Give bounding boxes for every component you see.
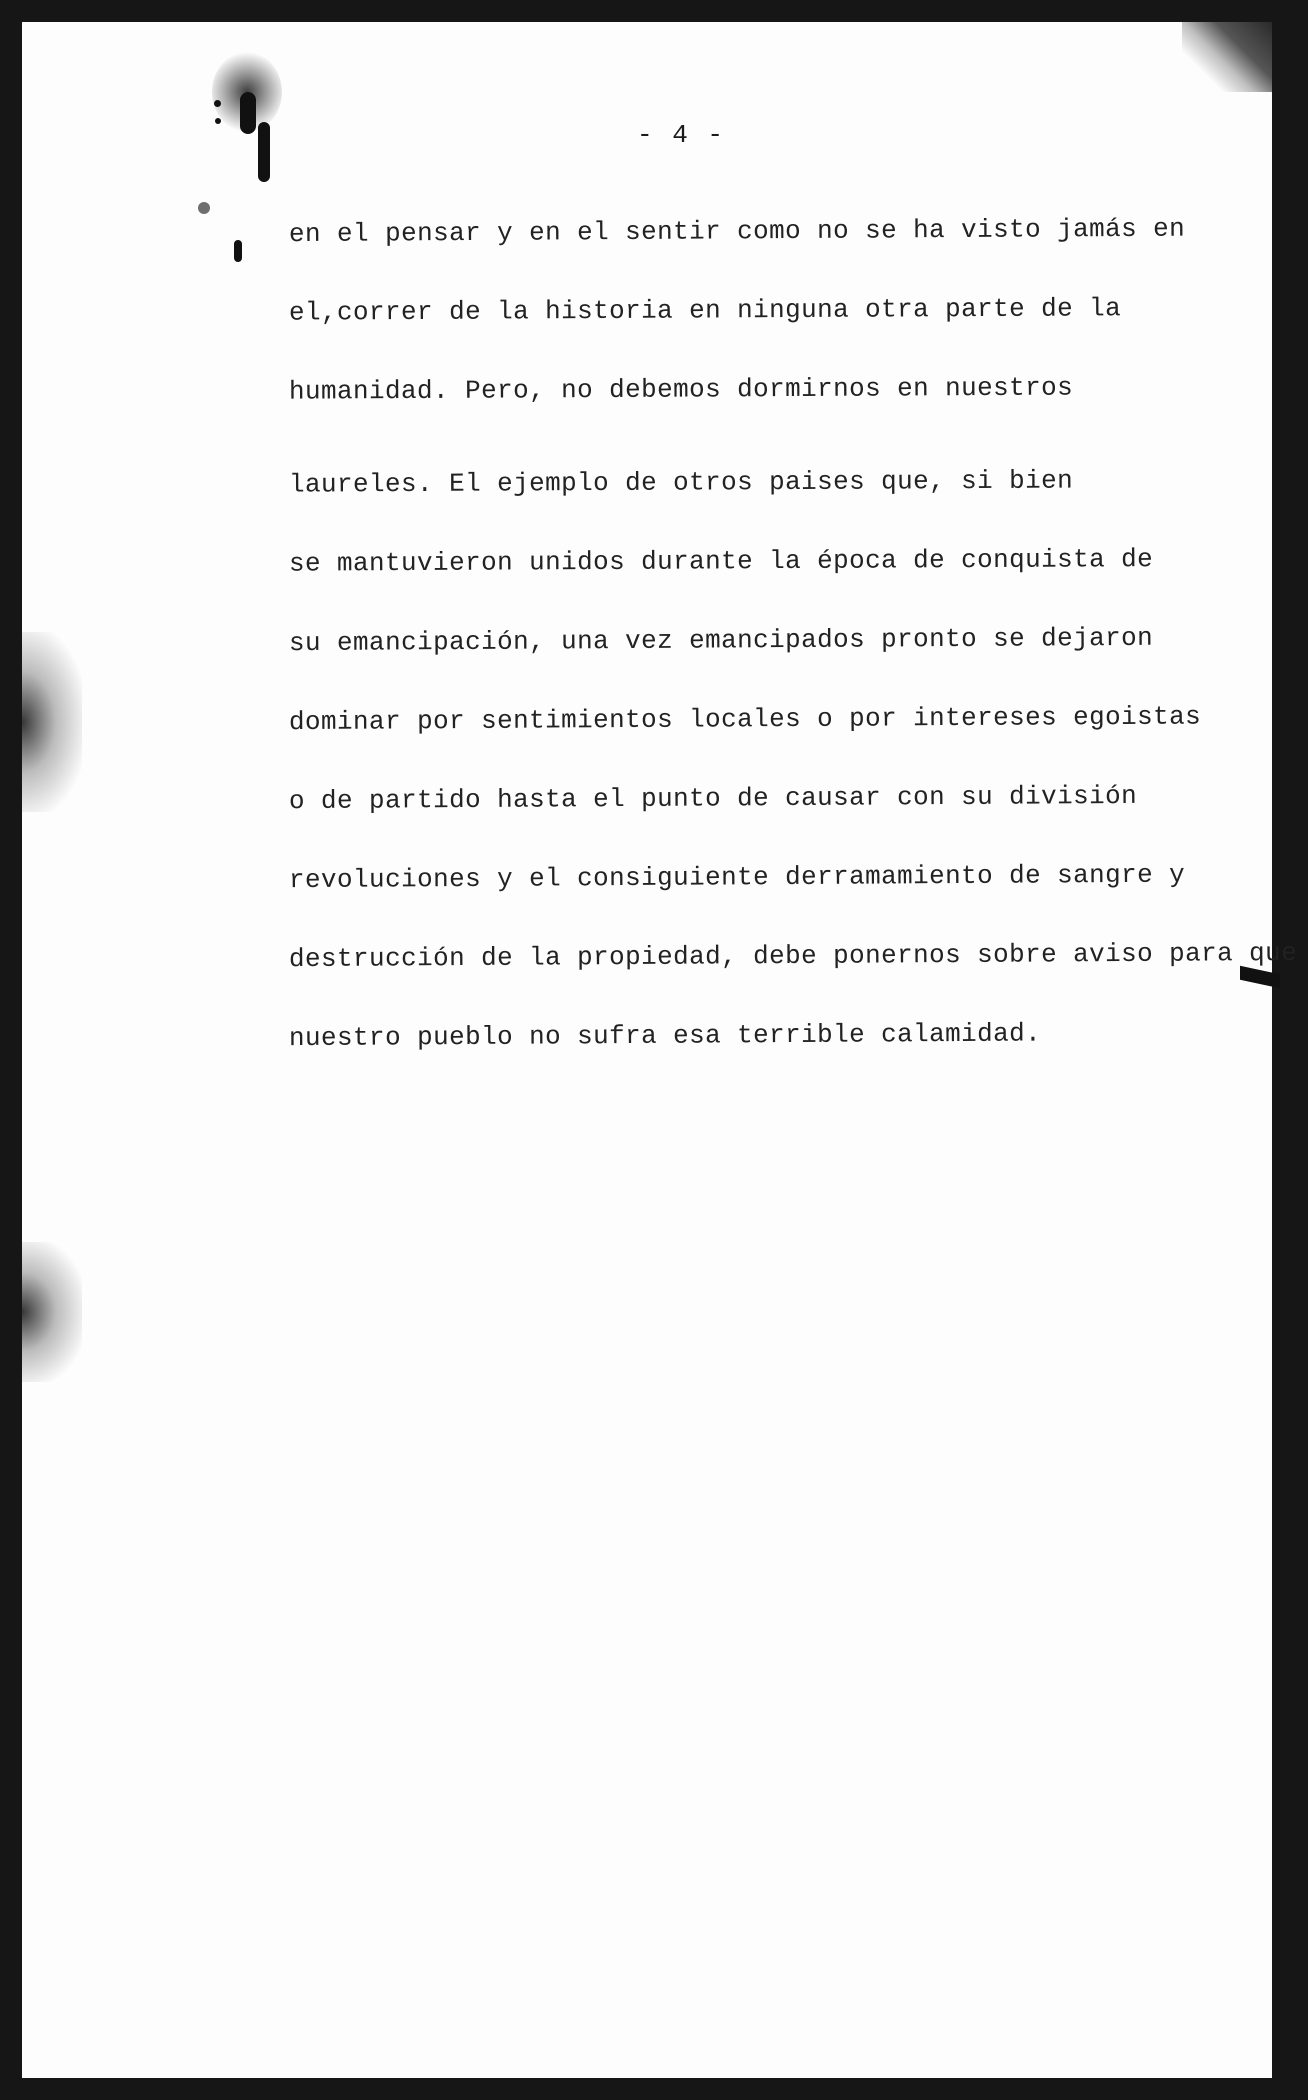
body-text (289, 192, 1299, 1075)
ink-drop (258, 122, 270, 182)
ink-drop (240, 92, 256, 134)
ink-drop (214, 100, 221, 107)
text-line: humanidad. Pero, no debemos dormirnos en nuestros (288, 372, 1074, 407)
ink-drop (215, 118, 221, 124)
text-line: o de partido hasta el punto de causar con su división (288, 780, 1138, 817)
text-line: en el pensar y en el sentir como no se ha visto jamás en (288, 213, 1186, 250)
text-line: revoluciones y el consiguiente derramamiento de sangre y (288, 859, 1186, 896)
ink-drop (198, 202, 210, 214)
text-line: el,correr de la historia en ninguna otra parte de la (288, 293, 1122, 328)
text-line: su emancipación, una vez emancipados pronto se dejaron (288, 622, 1154, 659)
folded-corner (1182, 22, 1272, 92)
ink-drop (234, 240, 242, 262)
text-line: nuestro pueblo no sufra esa terrible calamidad. (288, 1018, 1042, 1054)
edge-shadow (22, 1242, 82, 1382)
text-line: se mantuvieron unidos durante la época de conquista de (288, 544, 1154, 579)
edge-shadow (22, 632, 82, 812)
typewritten-page (22, 22, 1298, 2078)
page-number: - 4 - (637, 120, 726, 150)
text-line: destrucción de la propiedad, debe ponernos sobre aviso para que (288, 937, 1298, 975)
text-line: laureles. El ejemplo de otros paises que, si bien (288, 465, 1074, 500)
text-line: dominar por sentimientos locales o por intereses egoistas (288, 701, 1202, 738)
